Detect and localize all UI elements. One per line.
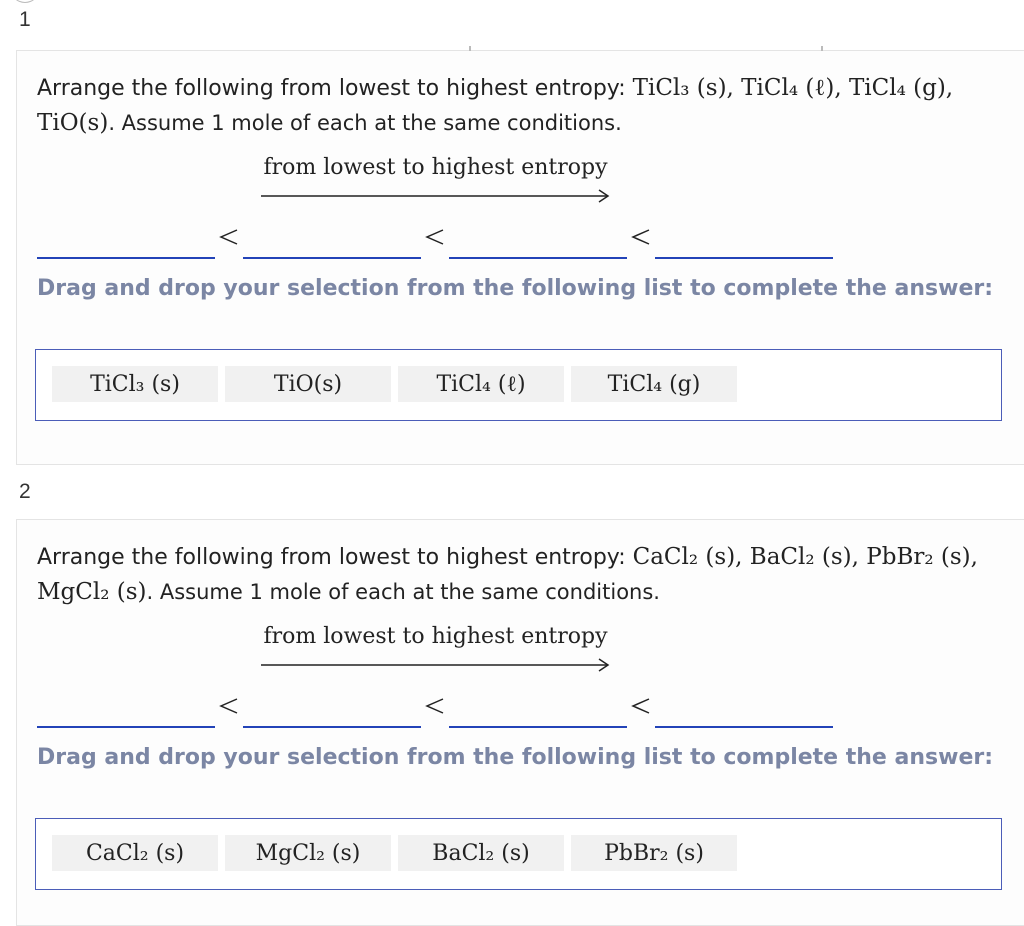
answer-slot-1[interactable] bbox=[37, 227, 215, 259]
option-bank bbox=[35, 818, 1002, 890]
drag-instructions: Drag and drop your selection from the following list to complete the answer: bbox=[37, 276, 994, 301]
question-1-prompt: Arrange the following from lowest to highest entropy: TiCl₃ (s), TiCl₄ (ℓ), TiCl₄ (g), TiO(s). Assume 1 mole of each at the same conditions. bbox=[37, 75, 954, 136]
answer-slot-3[interactable] bbox=[449, 696, 627, 728]
option-chip[interactable]: TiCl₃ (s) bbox=[52, 366, 218, 402]
question-1-species: TiCl₃ (s), TiCl₄ (ℓ), TiCl₄ (g), TiO(s) bbox=[37, 75, 954, 136]
question-2-prompt: Arrange the following from lowest to highest entropy: CaCl₂ (s), BaCl₂ (s), PbBr₂ (s), MgCl₂ (s). Assume 1 mole of each at the same conditions. bbox=[37, 544, 978, 605]
answer-slot-4[interactable] bbox=[655, 227, 833, 259]
option-chip[interactable]: PbBr₂ (s) bbox=[571, 835, 737, 871]
answer-slot-2[interactable] bbox=[243, 696, 421, 728]
less-than-icon bbox=[629, 694, 653, 718]
option-chip[interactable]: CaCl₂ (s) bbox=[52, 835, 218, 871]
question-1-card bbox=[16, 50, 1024, 465]
drag-instructions: Drag and drop your selection from the following list to complete the answer: bbox=[37, 745, 994, 770]
right-arrow-icon bbox=[261, 657, 611, 673]
option-chip[interactable]: TiCl₄ (g) bbox=[571, 366, 737, 402]
option-bank bbox=[35, 349, 1002, 421]
less-than-icon bbox=[217, 225, 241, 249]
option-chip[interactable]: MgCl₂ (s) bbox=[225, 835, 391, 871]
less-than-icon bbox=[423, 694, 447, 718]
less-than-icon bbox=[629, 225, 653, 249]
question-2-card bbox=[16, 519, 1024, 926]
question-2-species: CaCl₂ (s), BaCl₂ (s), PbBr₂ (s), MgCl₂ (s) bbox=[37, 544, 978, 605]
answer-slot-4[interactable] bbox=[655, 696, 833, 728]
answer-slot-2[interactable] bbox=[243, 227, 421, 259]
question-2-number: 2 bbox=[19, 480, 31, 503]
question-1-radio[interactable] bbox=[10, 0, 40, 3]
arrow-label: from lowest to highest entropy bbox=[263, 155, 608, 180]
option-chip[interactable]: TiCl₄ (ℓ) bbox=[398, 366, 564, 402]
answer-slot-1[interactable] bbox=[37, 696, 215, 728]
arrow-label: from lowest to highest entropy bbox=[263, 624, 608, 649]
less-than-icon bbox=[423, 225, 447, 249]
option-chip[interactable]: TiO(s) bbox=[225, 366, 391, 402]
option-chip[interactable]: BaCl₂ (s) bbox=[398, 835, 564, 871]
less-than-icon bbox=[217, 694, 241, 718]
right-arrow-icon bbox=[261, 188, 611, 204]
answer-slot-3[interactable] bbox=[449, 227, 627, 259]
question-1-number: 1 bbox=[19, 8, 31, 31]
